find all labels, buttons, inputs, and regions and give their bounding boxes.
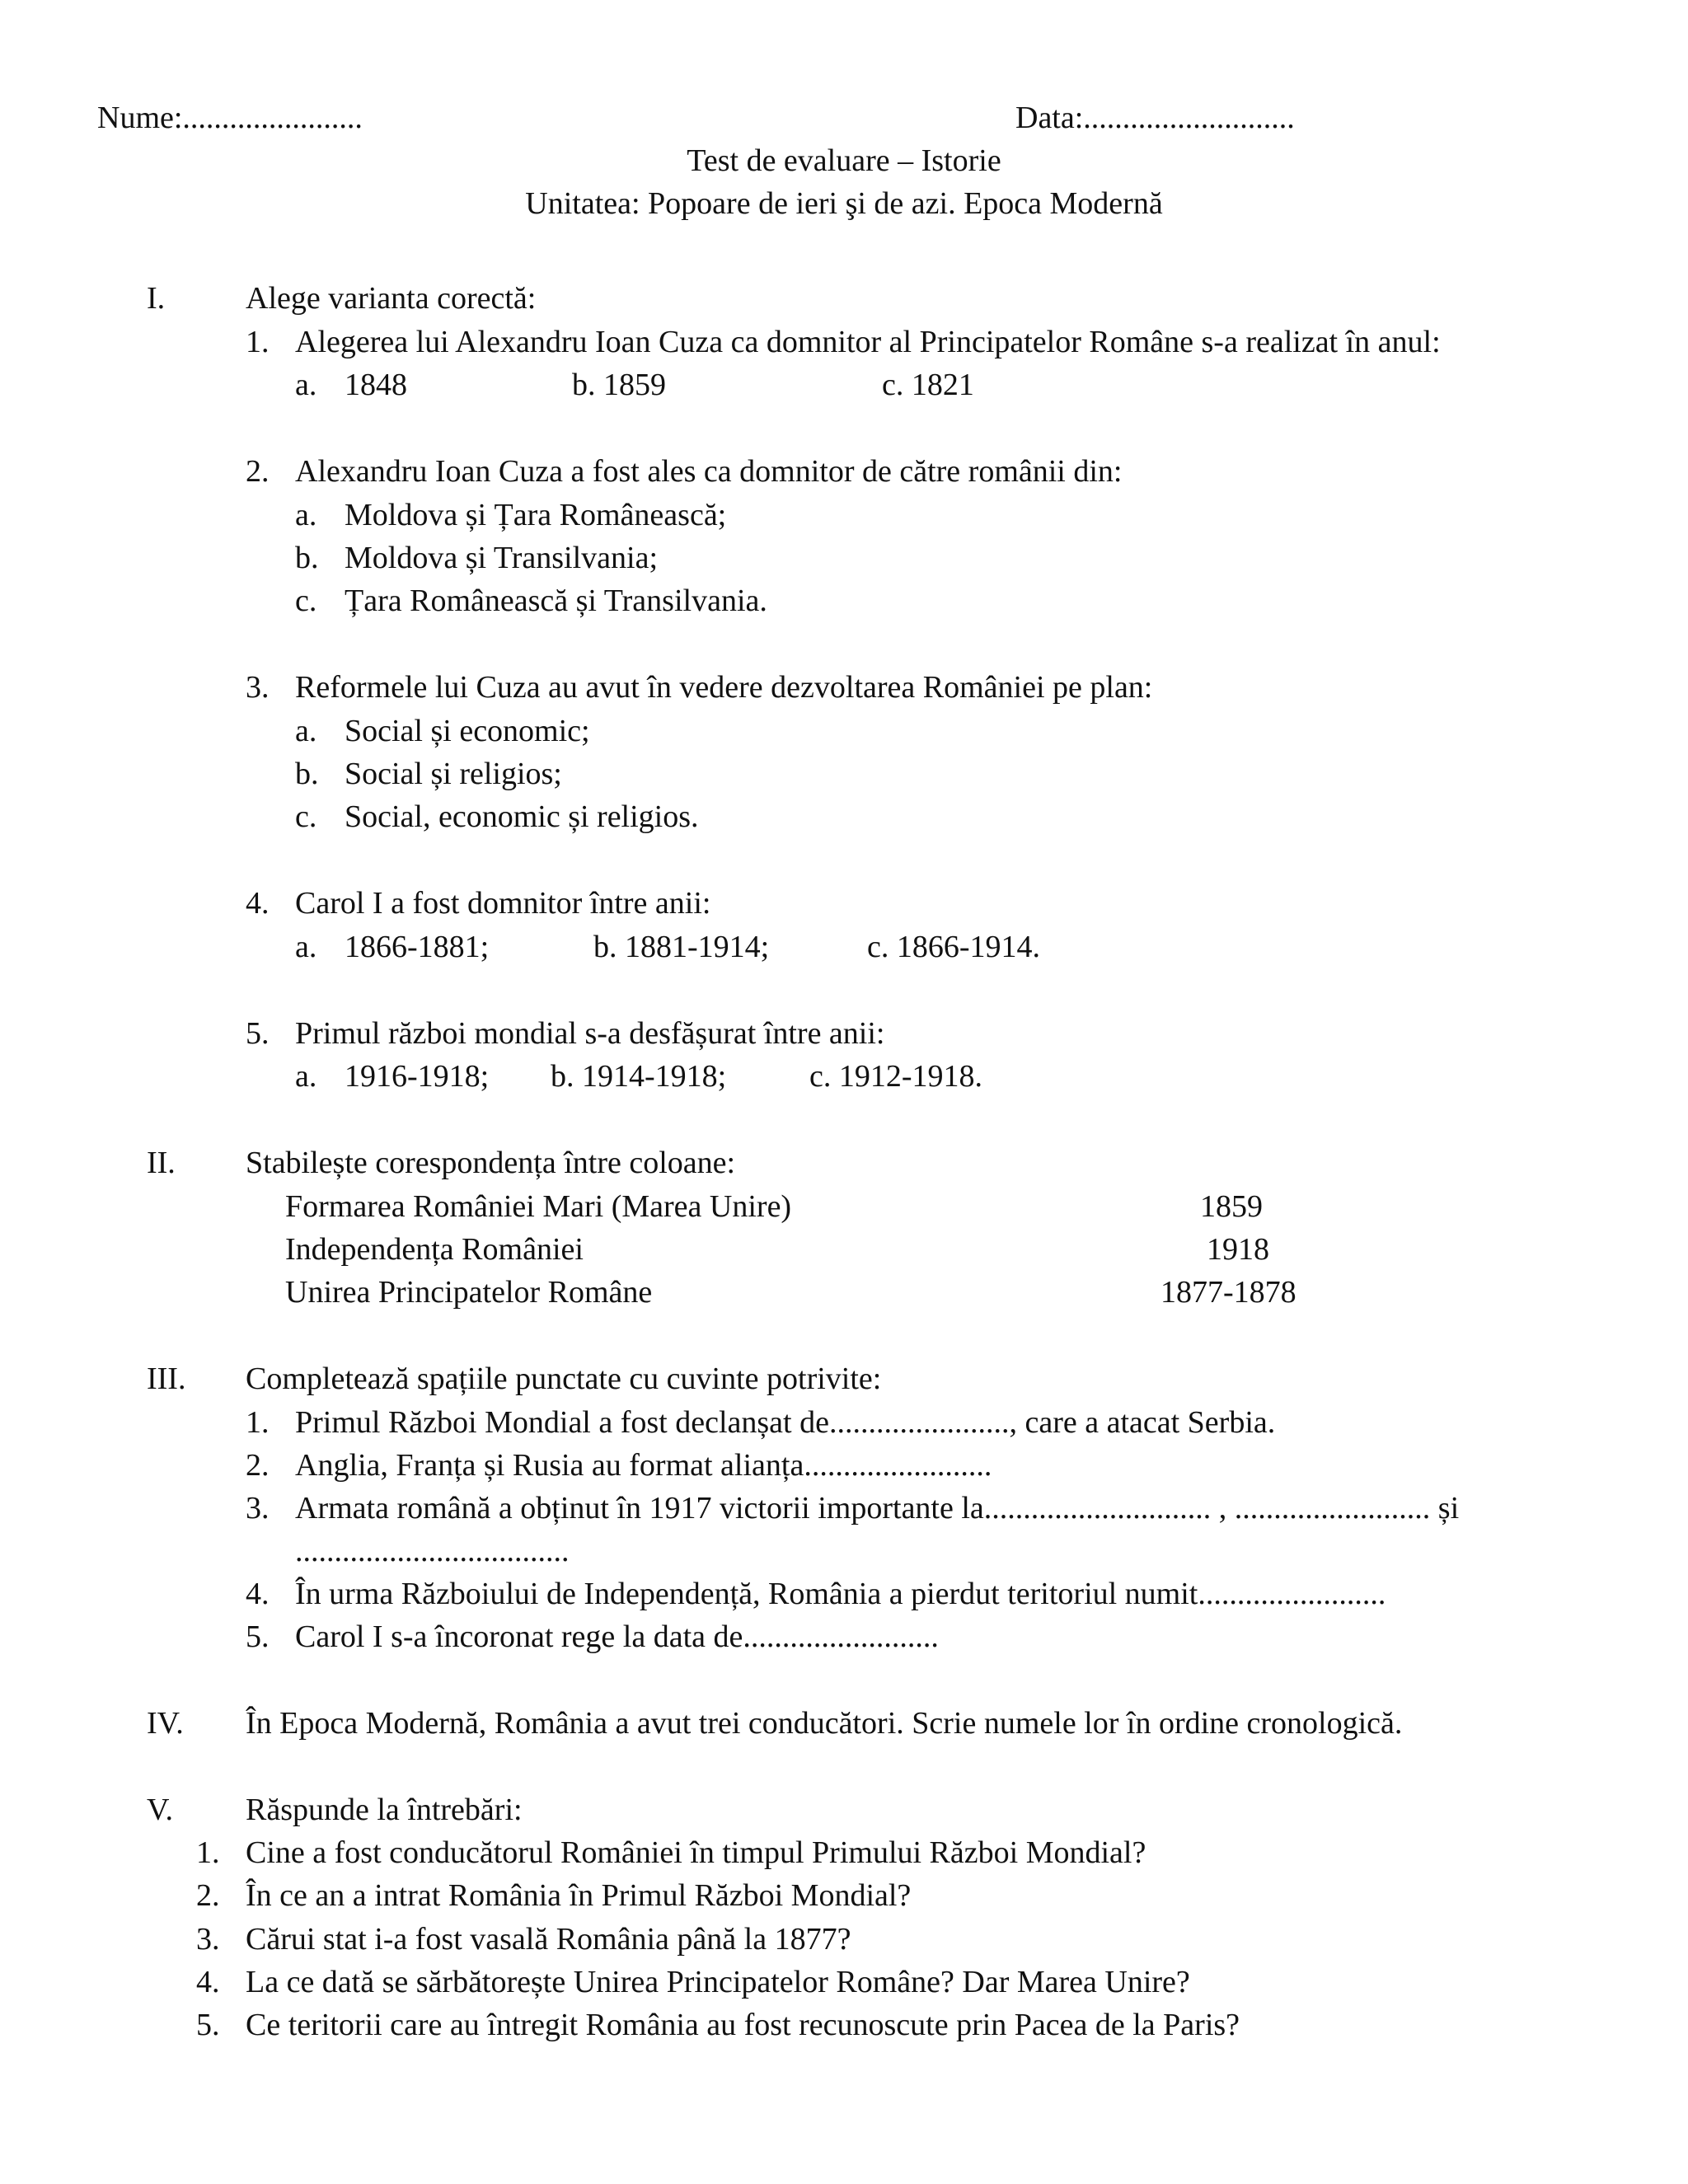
option-a: 1916-1918;: [345, 1059, 490, 1094]
item-number: 4.: [246, 1577, 270, 1611]
page-subtitle: Unitatea: Popoare de ieri şi de azi. Epoca Modernă: [525, 186, 1163, 221]
fill-in-item: Carol I s-a încoronat rege la data de.........................: [295, 1619, 939, 1654]
question-text: Cărui stat i-a fost vasală România până la 1877?: [246, 1922, 851, 1957]
question-text: Primul război mondial s-a desfășurat între anii:: [295, 1016, 885, 1051]
section-5-instruction: Răspunde la întrebări:: [246, 1793, 523, 1827]
option-letter: c.: [295, 799, 317, 834]
item-number: 5.: [246, 1619, 270, 1654]
question-number: 5.: [246, 1016, 270, 1051]
option-letter: c.: [295, 583, 317, 618]
option-c: Țara Românească și Transilvania.: [345, 583, 767, 618]
section-4-text: În Epoca Modernă, România a avut trei conducători. Scrie numele lor în ordine cronologică.: [246, 1706, 1403, 1741]
option-b: b. 1914-1918;: [551, 1059, 727, 1094]
item-number: 1.: [246, 1405, 270, 1440]
option-b: Social și religios;: [345, 757, 562, 791]
fill-in-item: Armata română a obținut în 1917 victorii importante la............................. , ......................... și: [295, 1491, 1460, 1526]
question-number: 3.: [196, 1922, 220, 1957]
question-text: Alexandru Ioan Cuza a fost ales ca domnitor de către românii din:: [295, 454, 1123, 489]
question-number: 2.: [246, 454, 270, 489]
item-number: 3.: [246, 1491, 270, 1526]
match-right-item: 1918: [1207, 1232, 1269, 1267]
page-title: Test de evaluare – Istorie: [687, 143, 1001, 178]
option-b: Moldova și Transilvania;: [345, 541, 659, 575]
item-number: 2.: [246, 1448, 270, 1483]
fill-in-item: Anglia, Franța și Rusia au format alianța........................: [295, 1448, 992, 1483]
option-b: b. 1881-1914;: [593, 930, 770, 964]
question-text: La ce dată se sărbătorește Unirea Principatelor Române? Dar Marea Unire?: [246, 1965, 1190, 1999]
question-number: 2.: [196, 1878, 220, 1913]
option-letter: a.: [295, 714, 317, 748]
question-text: Cine a fost conducătorul României în timpul Primului Război Mondial?: [246, 1835, 1146, 1870]
option-a: Social și economic;: [345, 714, 590, 748]
option-a: 1866-1881;: [345, 930, 490, 964]
question-number: 3.: [246, 670, 270, 705]
question-text: Alegerea lui Alexandru Ioan Cuza ca domnitor al Principatelor Române s-a realizat în anul:: [295, 325, 1441, 359]
option-letter: b.: [295, 757, 319, 791]
option-letter: a.: [295, 1059, 317, 1094]
question-number: 1.: [196, 1835, 220, 1870]
question-number: 4.: [246, 886, 270, 921]
section-5-numeral: V.: [147, 1793, 174, 1827]
option-c: Social, economic și religios.: [345, 799, 699, 834]
question-number: 1.: [246, 325, 270, 359]
date-field: Data:...........................: [1015, 101, 1295, 135]
option-c: c. 1912-1918.: [809, 1059, 983, 1094]
section-1-instruction: Alege varianta corectă:: [246, 281, 537, 316]
match-left-item: Unirea Principatelor Române: [285, 1275, 653, 1310]
option-a: Moldova și Țara Românească;: [345, 498, 727, 532]
option-c: c. 1866-1914.: [867, 930, 1041, 964]
question-number: 5.: [196, 2008, 220, 2042]
question-text: Reformele lui Cuza au avut în vedere dezvoltarea României pe plan:: [295, 670, 1153, 705]
option-letter: a.: [295, 930, 317, 964]
question-text: Carol I a fost domnitor între anii:: [295, 886, 711, 921]
match-left-item: Independența României: [285, 1232, 584, 1267]
option-b: b. 1859: [572, 368, 666, 402]
option-letter: a.: [295, 368, 317, 402]
section-1-numeral: I.: [147, 281, 166, 316]
fill-in-item: În urma Războiului de Independență, România a pierdut teritoriul numit........................: [295, 1577, 1386, 1611]
section-4-numeral: IV.: [147, 1706, 184, 1741]
match-left-item: Formarea României Mari (Marea Unire): [285, 1189, 792, 1224]
option-c: c. 1821: [882, 368, 974, 402]
question-text: În ce an a intrat România în Primul Război Mondial?: [246, 1878, 912, 1913]
section-2-numeral: II.: [147, 1146, 176, 1180]
match-right-item: 1877-1878: [1160, 1275, 1296, 1310]
section-3-numeral: III.: [147, 1361, 186, 1396]
fill-in-item: Primul Război Mondial a fost declanșat de......................., care a atacat Serbia.: [295, 1405, 1276, 1440]
question-text: Ce teritorii care au întregit România au fost recunoscute prin Pacea de la Paris?: [246, 2008, 1240, 2042]
option-letter: b.: [295, 541, 319, 575]
question-number: 4.: [196, 1965, 220, 1999]
name-field: Nume:.......................: [97, 101, 363, 135]
match-right-item: 1859: [1200, 1189, 1263, 1224]
fill-in-continuation: ...................................: [295, 1534, 570, 1568]
option-letter: a.: [295, 498, 317, 532]
section-2-instruction: Stabilește corespondența între coloane:: [246, 1146, 736, 1180]
section-3-instruction: Completează spațiile punctate cu cuvinte potrivite:: [246, 1361, 882, 1396]
option-a: 1848: [345, 368, 407, 402]
